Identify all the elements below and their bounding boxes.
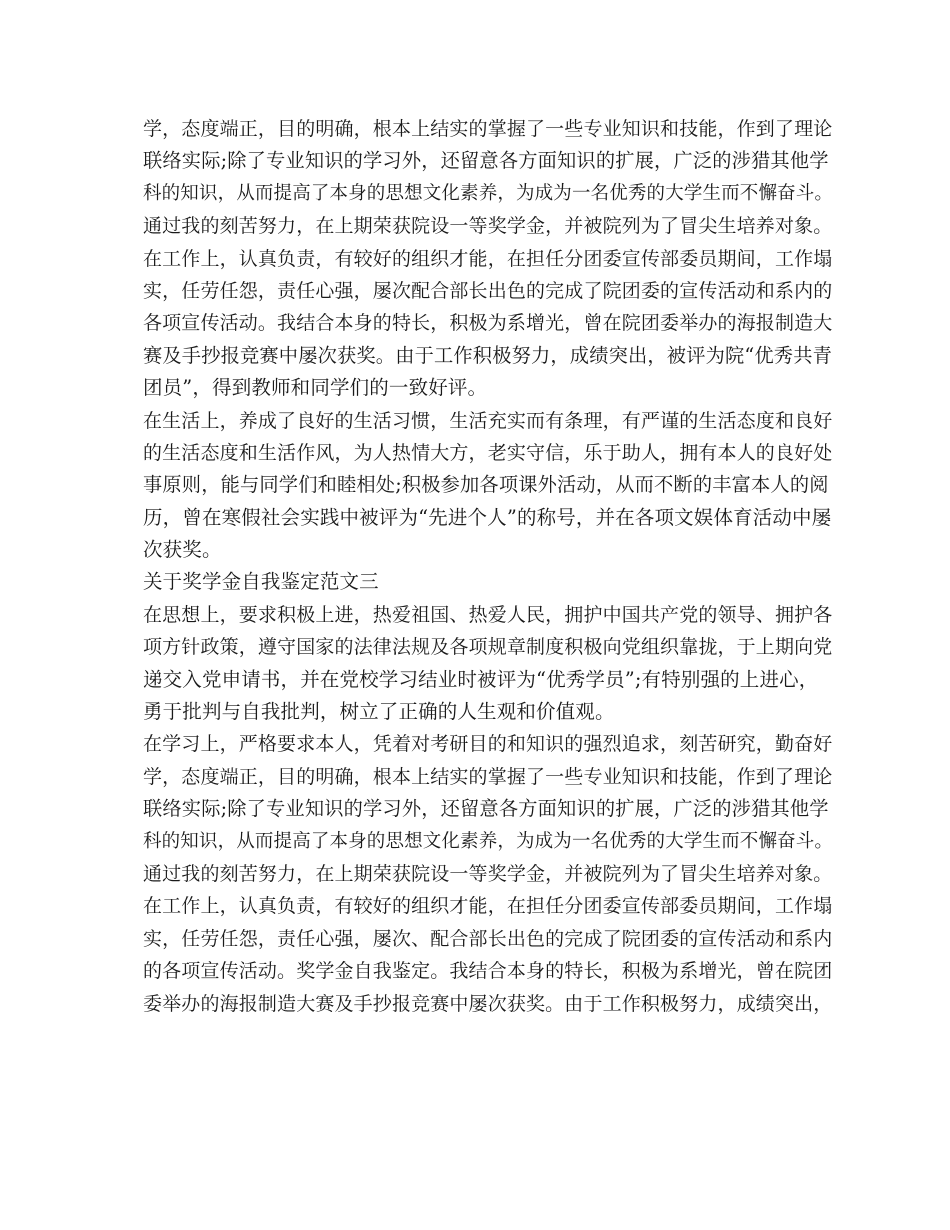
text-line: 科的知识，从而提高了本身的思想文化素养，为成为一名优秀的大学生而不懈奋斗。 <box>143 182 834 204</box>
text-line: 科的知识，从而提高了本身的思想文化素养，为成为一名优秀的大学生而不懈奋斗。 <box>143 830 834 852</box>
text-line: 事原则，能与同学们和睦相处;积极参加各项课外活动，从而不断的丰富本人的阅 <box>143 473 829 497</box>
text-line: 各项宣传活动。我结合本身的特长，积极为系增光，曾在院团委举办的海报制造大 <box>143 312 833 335</box>
text-line: 在生活上，养成了良好的生活习惯，生活充实而有条理，有严谨的生活态度和良好 <box>143 409 833 432</box>
text-line: 历，曾在寒假社会实践中被评为“先进个人”的称号，并在各项文娱体育活动中屡 <box>143 505 832 529</box>
text-line: 次获奖。 <box>143 538 222 562</box>
text-line: 学，态度端正，目的明确，根本上结实的掌握了一些专业知识和技能，作到了理论 <box>143 118 833 140</box>
text-line: 的各项宣传活动。奖学金自我鉴定。我结合本身的特长，积极为系增光，曾在院团 <box>143 960 833 983</box>
text-line: 项方针政策，遵守国家的法律法规及各项规章制度积极向党组织靠拢，于上期向党 <box>143 636 833 659</box>
text-line: 勇于批判与自我批判，树立了正确的人生观和价值观。 <box>143 700 615 724</box>
text-line: 联络实际;除了专业知识的学习外，还留意各方面知识的扩展，广泛的涉猎其他学 <box>143 149 829 173</box>
document-body <box>143 113 833 1020</box>
text-line: 在工作上，认真负责，有较好的组织才能，在担任分团委宣传部委员期间，工作塌 <box>143 247 833 270</box>
text-line: 在工作上，认真负责，有较好的组织才能，在担任分团委宣传部委员期间，工作塌 <box>143 895 833 918</box>
text-line: 在学习上，严格要求本人，凭着对考研目的和知识的强烈追求，刻苦研究，勤奋好 <box>143 733 833 756</box>
text-line: 实，任劳任怨，责任心强，屡次、配合部长出色的完成了院团委的宣传活动和系内 <box>143 927 833 950</box>
text-line: 委举办的海报制造大赛及手抄报竞赛中屡次获奖。由于工作积极努力，成绩突出， <box>143 992 833 1015</box>
text-line: 团员”，得到教师和同学们的一致好评。 <box>143 376 488 400</box>
text-line: 联络实际;除了专业知识的学习外，还留意各方面知识的扩展，广泛的涉猎其他学 <box>143 797 829 821</box>
text-line: 实，任劳任怨，责任心强，屡次配合部长出色的完成了院团委的宣传活动和系内的 <box>143 279 833 302</box>
section-heading: 关于奖学金自我鉴定范文三 <box>143 570 379 594</box>
text-line: 的生活态度和生活作风，为人热情大方，老实守信，乐于助人，拥有本人的良好处 <box>143 441 833 464</box>
text-line: 递交入党申请书，并在党校学习结业时被评为“优秀学员”;有特别强的上进心， <box>143 667 819 691</box>
text-line: 赛及手抄报竞赛中屡次获奖。由于工作积极努力，成绩突出，被评为院“优秀共青 <box>143 343 832 367</box>
text-line: 通过我的刻苦努力，在上期荣获院设一等奖学金，并被院列为了冒尖生培养对象。 <box>143 215 833 238</box>
text-line: 通过我的刻苦努力，在上期荣获院设一等奖学金，并被院列为了冒尖生培养对象。 <box>143 862 833 885</box>
text-line: 在思想上，要求积极上进，热爱祖国、热爱人民，拥护中国共产党的领导、拥护各 <box>143 603 833 626</box>
text-line: 学，态度端正，目的明确，根本上结实的掌握了一些专业知识和技能，作到了理论 <box>143 765 833 788</box>
